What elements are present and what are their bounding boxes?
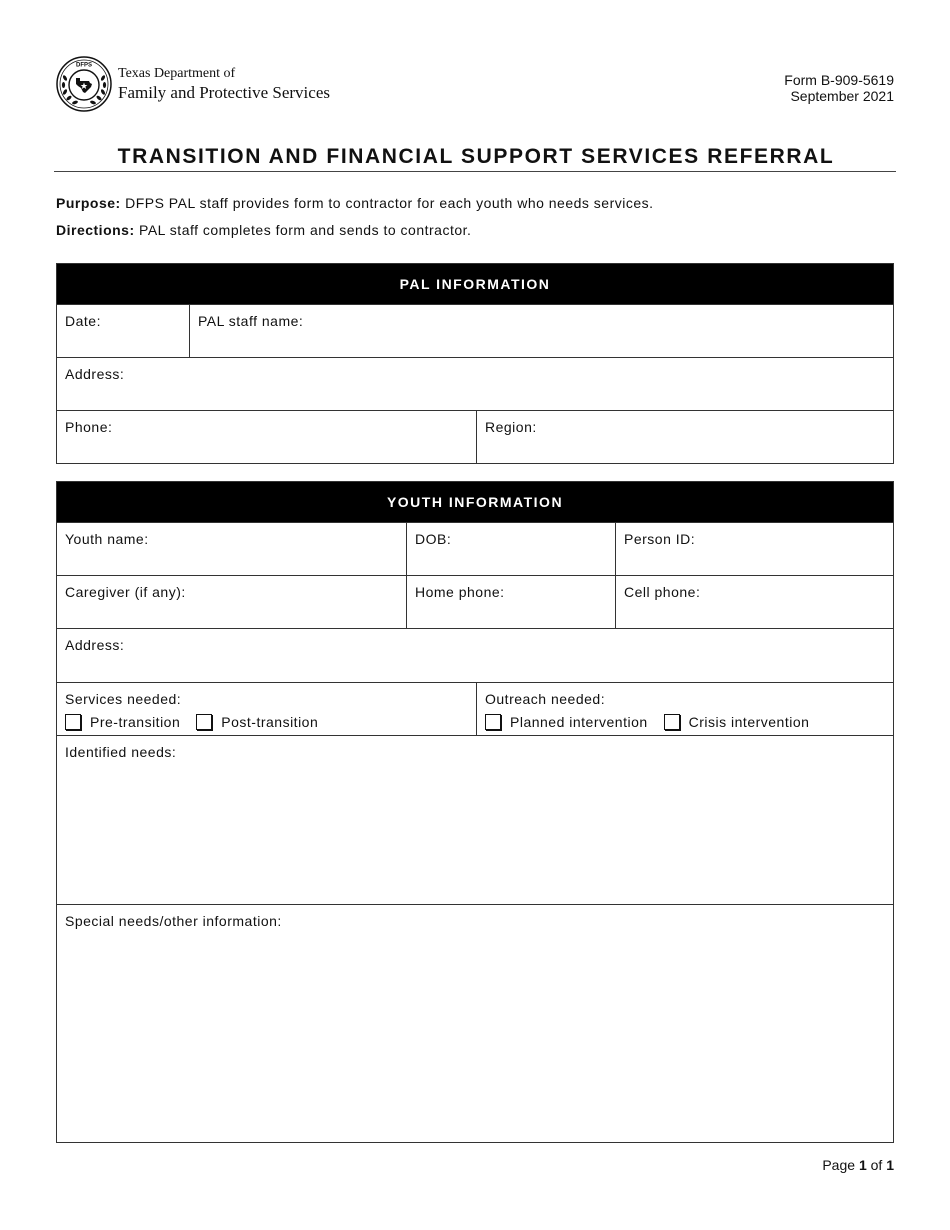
form-date: September 2021 xyxy=(790,88,894,104)
page-total: 1 xyxy=(886,1157,894,1173)
pal-phone-field[interactable] xyxy=(57,411,476,463)
caregiver-label: Caregiver (if any): xyxy=(65,584,186,600)
svg-text:DFPS: DFPS xyxy=(75,62,93,69)
identified-needs-label: Identified needs: xyxy=(65,744,177,760)
pal-section-heading: PAL INFORMATION xyxy=(57,264,893,304)
youth-address-label: Address: xyxy=(65,637,125,653)
planned-intervention-label: Planned intervention xyxy=(510,714,648,730)
youth-name-field[interactable] xyxy=(57,523,406,575)
youth-address-field[interactable] xyxy=(57,629,893,682)
pal-phone-label: Phone: xyxy=(65,419,113,435)
agency-logo xyxy=(56,56,330,112)
caregiver-field[interactable] xyxy=(57,576,406,628)
pal-region-label: Region: xyxy=(485,419,537,435)
pal-region-field[interactable] xyxy=(476,411,893,463)
of-word: of xyxy=(870,1157,883,1173)
title-divider xyxy=(54,171,896,172)
post-transition-checkbox[interactable] xyxy=(196,714,212,730)
youth-section-heading: YOUTH INFORMATION xyxy=(57,482,893,522)
directions-label: Directions: xyxy=(56,222,135,238)
page-word: Page xyxy=(822,1157,856,1173)
page-current: 1 xyxy=(858,1157,867,1173)
outreach-needed-group xyxy=(476,683,893,735)
identified-needs-field[interactable] xyxy=(57,736,893,904)
home-phone-field[interactable] xyxy=(406,576,615,628)
cell-phone-label: Cell phone: xyxy=(624,584,701,600)
services-needed-label: Services needed: xyxy=(65,691,182,707)
planned-intervention-checkbox[interactable] xyxy=(485,714,501,730)
post-transition-label: Post-transition xyxy=(221,714,319,730)
crisis-intervention-label: Crisis intervention xyxy=(688,714,810,730)
purpose-line xyxy=(56,195,654,211)
agency-name-line1: Texas Department of xyxy=(118,66,236,81)
services-needed-group xyxy=(57,683,476,735)
form-title: TRANSITION AND FINANCIAL SUPPORT SERVICES REFERRAL xyxy=(117,145,835,168)
pal-staff-name-label: PAL staff name: xyxy=(198,313,304,329)
pre-transition-checkbox[interactable] xyxy=(65,714,81,730)
cell-phone-field[interactable] xyxy=(615,576,893,628)
outreach-needed-label: Outreach needed: xyxy=(485,691,606,707)
directions-line xyxy=(56,222,471,238)
page-number xyxy=(822,1157,894,1173)
pal-address-field[interactable] xyxy=(57,358,893,410)
directions-text: PAL staff completes form and sends to contractor. xyxy=(139,222,472,238)
pal-date-field[interactable] xyxy=(57,305,189,357)
dfps-seal-icon xyxy=(56,56,112,112)
form-number: Form B-909-5619 xyxy=(784,72,894,88)
special-needs-label: Special needs/other information: xyxy=(65,913,282,929)
pal-staff-name-field[interactable] xyxy=(189,305,893,357)
crisis-intervention-checkbox[interactable] xyxy=(664,714,680,730)
dob-label: DOB: xyxy=(415,531,452,547)
person-id-label: Person ID: xyxy=(624,531,696,547)
form-meta xyxy=(784,72,894,104)
dob-field[interactable] xyxy=(406,523,615,575)
pal-address-label: Address: xyxy=(65,366,125,382)
home-phone-label: Home phone: xyxy=(415,584,505,600)
pal-information-section xyxy=(56,263,894,464)
agency-name-line2: Family and Protective Services xyxy=(118,83,330,102)
purpose-label: Purpose: xyxy=(56,195,121,211)
youth-name-label: Youth name: xyxy=(65,531,149,547)
special-needs-field[interactable] xyxy=(57,905,893,1142)
purpose-text: DFPS PAL staff provides form to contractor for each youth who needs services. xyxy=(125,195,654,211)
person-id-field[interactable] xyxy=(615,523,893,575)
pre-transition-label: Pre-transition xyxy=(90,714,181,730)
youth-information-section xyxy=(56,481,894,1143)
pal-date-label: Date: xyxy=(65,313,101,329)
